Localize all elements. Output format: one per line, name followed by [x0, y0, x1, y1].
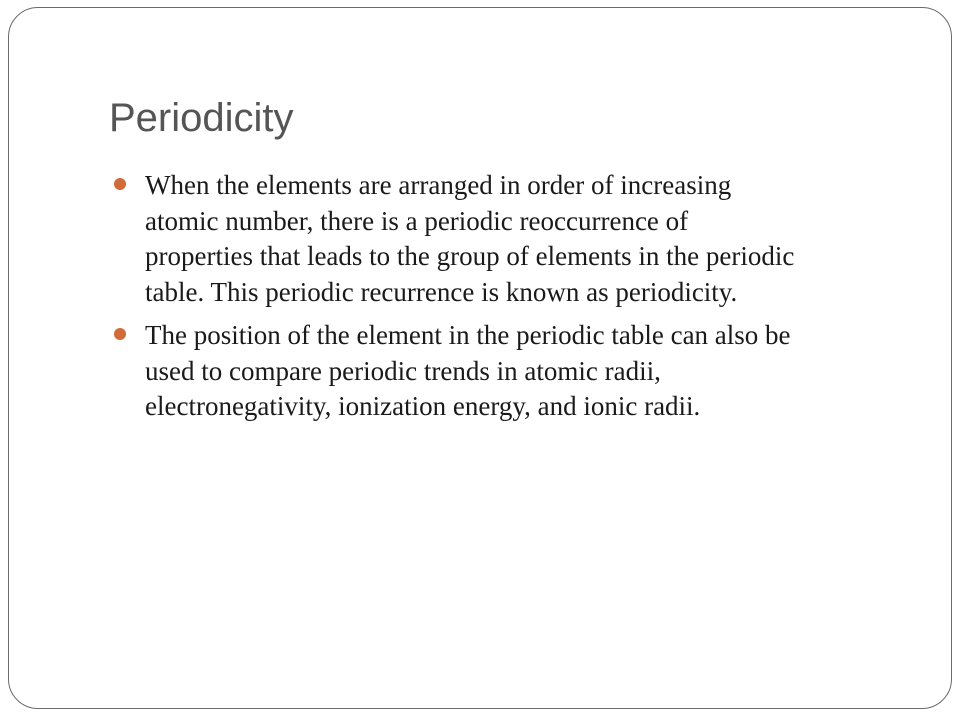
bullet-line: The position of the element in the periodic table can also be [145, 320, 791, 350]
bullet-line: table. This periodic recurrence is known as periodicity. [145, 276, 738, 307]
bullet-line: When the elements are arranged in order of increasing [145, 170, 732, 200]
bullet-item-periodicity-definition [112, 168, 912, 310]
bullet-dot-icon [114, 178, 126, 190]
slide-title: Periodicity [109, 96, 294, 140]
slide [8, 7, 952, 709]
bullet-line: electronegativity, ionization energy, and ionic radii. [145, 391, 701, 421]
bullet-line: properties that leads to the group of elements in the periodic [145, 241, 795, 271]
bullet-item-periodic-trends [112, 318, 912, 425]
bullet-dot-icon [114, 328, 126, 340]
bullet-line: atomic number, there is a periodic reoccurrence of [145, 205, 689, 236]
bullet-list [112, 168, 912, 433]
bullet-line: used to compare periodic trends in atomic radii, [145, 355, 661, 386]
